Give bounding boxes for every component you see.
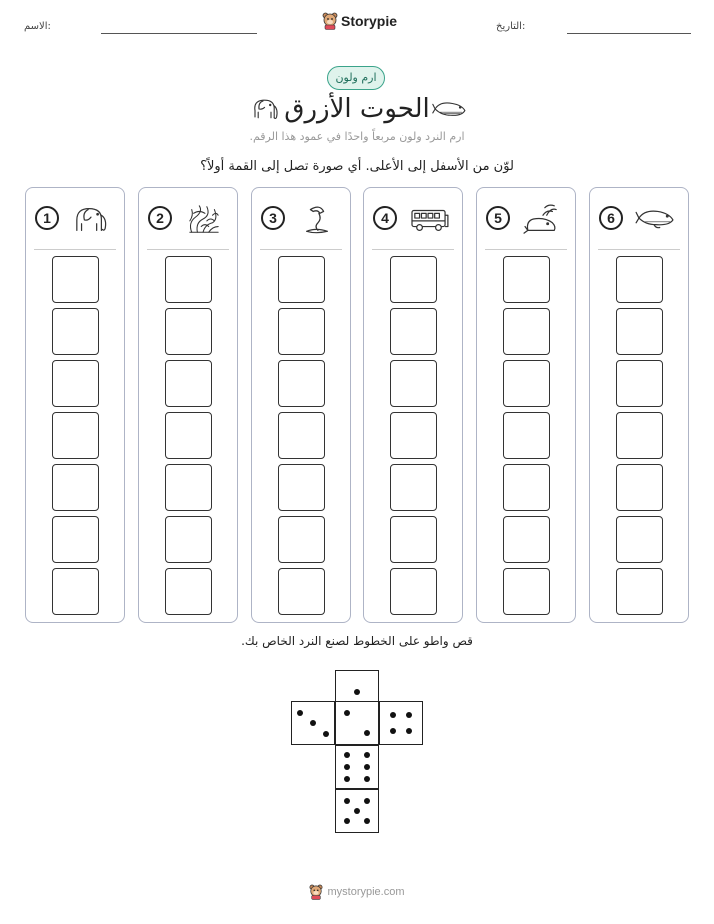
dice-pip	[364, 752, 370, 758]
color-square[interactable]	[165, 568, 212, 615]
dice-pip	[364, 730, 370, 736]
column-divider	[260, 249, 342, 250]
color-square[interactable]	[503, 568, 550, 615]
color-square[interactable]	[52, 412, 99, 459]
color-square[interactable]	[390, 568, 437, 615]
color-square[interactable]	[390, 412, 437, 459]
activity-badge: ارم ولون	[327, 66, 385, 90]
footer-url[interactable]: mystorypie.com	[327, 886, 405, 898]
whale-spout-icon	[521, 202, 563, 236]
column-header	[139, 202, 237, 238]
bear-mascot-icon	[322, 12, 338, 30]
dice-pip	[344, 818, 350, 824]
dice-pip	[390, 728, 396, 734]
dice-pip	[344, 776, 350, 782]
color-square[interactable]	[616, 308, 663, 355]
color-square[interactable]	[616, 256, 663, 303]
column-number: 1	[35, 206, 59, 230]
title-elephant-icon	[247, 94, 279, 124]
color-square[interactable]	[52, 568, 99, 615]
color-square[interactable]	[616, 412, 663, 459]
color-square[interactable]	[52, 516, 99, 563]
dice-pip	[344, 798, 350, 804]
column-3	[251, 187, 351, 623]
color-square[interactable]	[503, 360, 550, 407]
column-number: 3	[261, 206, 285, 230]
dice-pip	[364, 764, 370, 770]
column-header	[590, 202, 688, 238]
column-header	[26, 202, 124, 238]
dice-pip	[323, 731, 329, 737]
color-square[interactable]	[52, 256, 99, 303]
title-whale-icon	[432, 96, 468, 122]
color-square[interactable]	[503, 412, 550, 459]
dice-pip	[354, 808, 360, 814]
instruction: لوّن من الأسفل إلى الأعلى. أي صورة تصل إلى القمة أولاً؟	[200, 159, 514, 174]
color-square[interactable]	[503, 516, 550, 563]
dice-pip	[364, 798, 370, 804]
dice-pip	[406, 712, 412, 718]
column-6	[589, 187, 689, 623]
color-square[interactable]	[165, 516, 212, 563]
color-square[interactable]	[52, 360, 99, 407]
color-square[interactable]	[616, 464, 663, 511]
color-square[interactable]	[278, 464, 325, 511]
color-square[interactable]	[390, 360, 437, 407]
brand-name: Storypie	[341, 13, 398, 29]
color-square[interactable]	[278, 516, 325, 563]
name-line[interactable]	[101, 33, 257, 34]
column-divider	[147, 249, 229, 250]
dice-face-6	[335, 745, 379, 789]
dice-pip	[364, 818, 370, 824]
elephant-icon	[70, 202, 112, 236]
column-number: 6	[599, 206, 623, 230]
dice-pip	[344, 710, 350, 716]
column-header	[364, 202, 462, 238]
dice-face-4	[379, 701, 423, 745]
color-square[interactable]	[52, 464, 99, 511]
dice-face-5	[335, 789, 379, 833]
color-square[interactable]	[503, 464, 550, 511]
dice-pip	[344, 764, 350, 770]
brand-logo	[322, 12, 397, 30]
color-square[interactable]	[616, 516, 663, 563]
color-square[interactable]	[165, 464, 212, 511]
column-1	[25, 187, 125, 623]
color-square[interactable]	[390, 516, 437, 563]
dice-pip	[390, 712, 396, 718]
color-square[interactable]	[503, 308, 550, 355]
color-square[interactable]	[278, 308, 325, 355]
date-line[interactable]	[567, 33, 691, 34]
seaweed-icon	[183, 202, 225, 236]
footer	[0, 884, 714, 900]
subtitle: ارم النرد ولون مربعاً واحدًا في عمود هذا الرقم.	[249, 130, 465, 143]
color-square[interactable]	[278, 412, 325, 459]
dice-pip	[297, 710, 303, 716]
color-square[interactable]	[616, 360, 663, 407]
color-square[interactable]	[278, 360, 325, 407]
column-number: 5	[486, 206, 510, 230]
column-divider	[34, 249, 116, 250]
color-square[interactable]	[390, 464, 437, 511]
dice-pip	[344, 752, 350, 758]
color-square[interactable]	[165, 256, 212, 303]
color-square[interactable]	[278, 256, 325, 303]
column-divider	[598, 249, 680, 250]
cut-instruction: قص واطو على الخطوط لصنع النرد الخاص بك.	[241, 634, 473, 648]
whale-icon	[634, 202, 676, 236]
color-square[interactable]	[52, 308, 99, 355]
color-square[interactable]	[278, 568, 325, 615]
bear-mascot-icon	[309, 884, 323, 900]
column-number: 2	[148, 206, 172, 230]
color-square[interactable]	[165, 308, 212, 355]
color-square[interactable]	[503, 256, 550, 303]
column-header	[252, 202, 350, 238]
column-number: 4	[373, 206, 397, 230]
column-2	[138, 187, 238, 623]
column-divider	[372, 249, 454, 250]
dice-pip	[310, 720, 316, 726]
color-square[interactable]	[165, 412, 212, 459]
color-square[interactable]	[616, 568, 663, 615]
dice-pip	[364, 776, 370, 782]
color-square[interactable]	[390, 308, 437, 355]
dice-pip	[354, 689, 360, 695]
page-title: الحوت الأزرق	[284, 94, 430, 124]
date-label: التاريخ:	[496, 21, 526, 32]
name-label: الاسم:	[24, 21, 51, 32]
color-square[interactable]	[165, 360, 212, 407]
dice-face-2	[335, 701, 379, 745]
dice-pip	[406, 728, 412, 734]
bus-icon	[408, 202, 450, 236]
fountain-icon	[296, 202, 338, 236]
dice-face-3	[291, 701, 335, 745]
column-5	[476, 187, 576, 623]
color-square[interactable]	[390, 256, 437, 303]
column-divider	[485, 249, 567, 250]
column-header	[477, 202, 575, 238]
column-4	[363, 187, 463, 623]
